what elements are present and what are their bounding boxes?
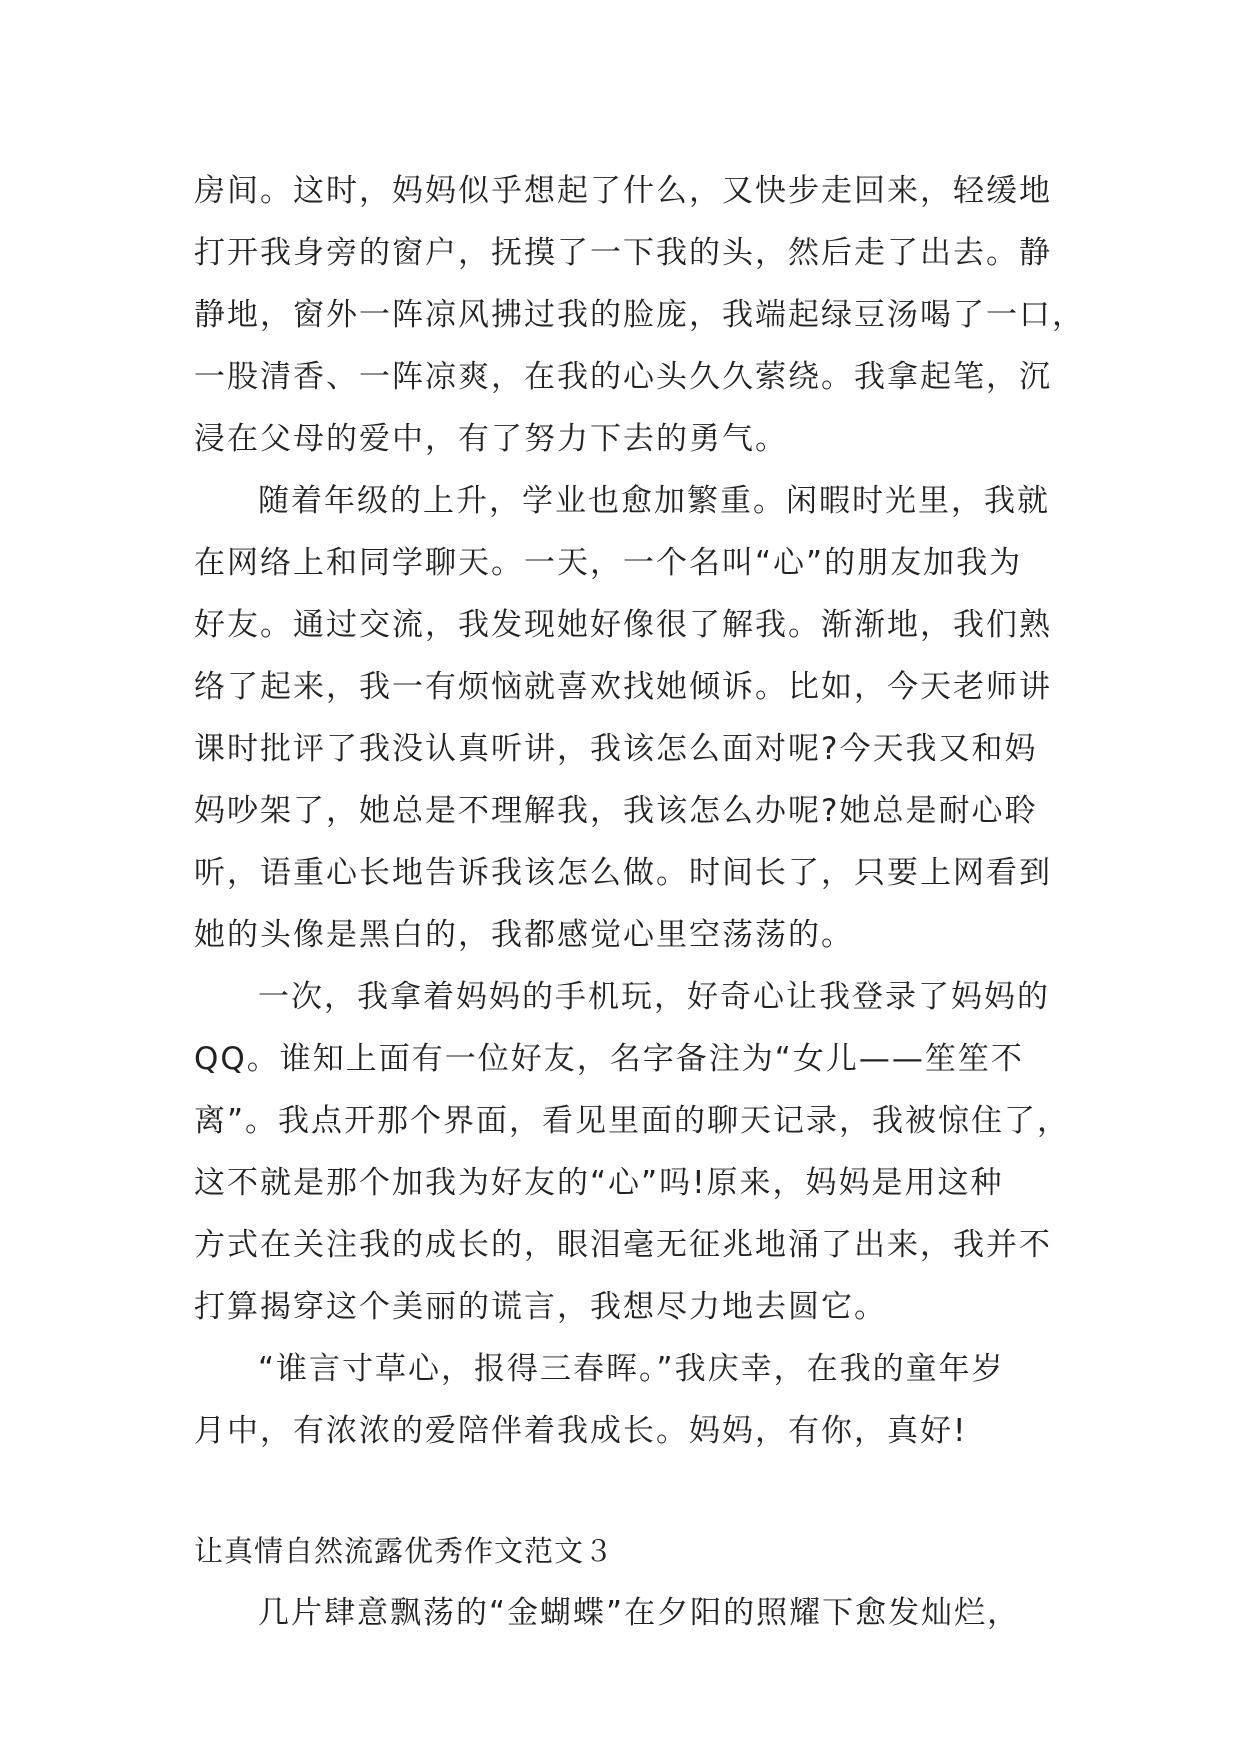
text-line: 随着年级的上升，学业也愈加繁重。闲暇时光里，我就 xyxy=(258,483,1050,519)
paragraph-3 xyxy=(194,966,1071,1338)
paragraph-4 xyxy=(194,1338,1054,1462)
text-line: 几片肆意飘荡的“金蝴蝶”在夕阳的照耀下愈发灿烂， xyxy=(258,1595,1021,1631)
text-line: 听，语重心长地告诉我该怎么做。时间长了，只要上网看到 xyxy=(194,855,1052,891)
text-line: 打开我身旁的窗户，抚摸了一下我的头，然后走了出去。静 xyxy=(194,235,1052,271)
text-line: 络了起来，我一有烦恼就喜欢找她倾诉。比如，今天老师讲 xyxy=(194,669,1052,705)
paragraph-1 xyxy=(194,160,1085,470)
document-body xyxy=(194,160,1085,1644)
text-line: QQ。谁知上面有一位好友，名字备注为“女儿——笙笙不 xyxy=(194,1041,1024,1077)
text-line: 打算揭穿这个美丽的谎言，我想尽力地去圆它。 xyxy=(194,1289,887,1325)
text-line: “谁言寸草心，报得三春晖。”我庆幸，在我的童年岁 xyxy=(258,1351,1005,1387)
text-line: 房间。这时，妈妈似乎想起了什么，又快步走回来，轻缓地 xyxy=(194,173,1052,209)
text-line: 静地，窗外一阵凉风拂过我的脸庞，我端起绿豆汤喝了一口， xyxy=(194,297,1085,333)
text-line: 离”。我点开那个界面，看见里面的聊天记录，我被惊住了， xyxy=(194,1103,1071,1139)
paragraph-2 xyxy=(194,470,1054,966)
section-heading: 让真情自然流露优秀作文范文３ xyxy=(194,1534,615,1568)
text-line: 这不就是那个加我为好友的“心”吗!原来，妈妈是用这种 xyxy=(194,1165,1004,1201)
text-line: 方式在关注我的成长的，眼泪毫无征兆地涌了出来，我并不 xyxy=(194,1227,1052,1263)
text-line: 一股清香、一阵凉爽，在我的心头久久萦绕。我拿起笔，沉 xyxy=(194,359,1052,395)
text-line: 课时批评了我没认真听讲，我该怎么面对呢?今天我又和妈 xyxy=(194,731,1038,767)
text-line: 好友。通过交流，我发现她好像很了解我。渐渐地，我们熟 xyxy=(194,607,1052,643)
text-line: 她的头像是黑白的，我都感觉心里空荡荡的。 xyxy=(194,917,854,953)
text-line: 月中，有浓浓的爱陪伴着我成长。妈妈，有你，真好! xyxy=(194,1413,968,1449)
text-line: 妈吵架了，她总是不理解我，我该怎么办呢?她总是耐心聆 xyxy=(194,793,1038,829)
section-spacer xyxy=(194,1462,1054,1520)
paragraph-5 xyxy=(194,1582,1054,1644)
text-line: 一次，我拿着妈妈的手机玩，好奇心让我登录了妈妈的 xyxy=(258,979,1050,1015)
text-line: 浸在父母的爱中，有了努力下去的勇气。 xyxy=(194,421,788,457)
text-line: 在网络上和同学聊天。一天，一个名叫“心”的朋友加我为 xyxy=(194,545,1023,581)
